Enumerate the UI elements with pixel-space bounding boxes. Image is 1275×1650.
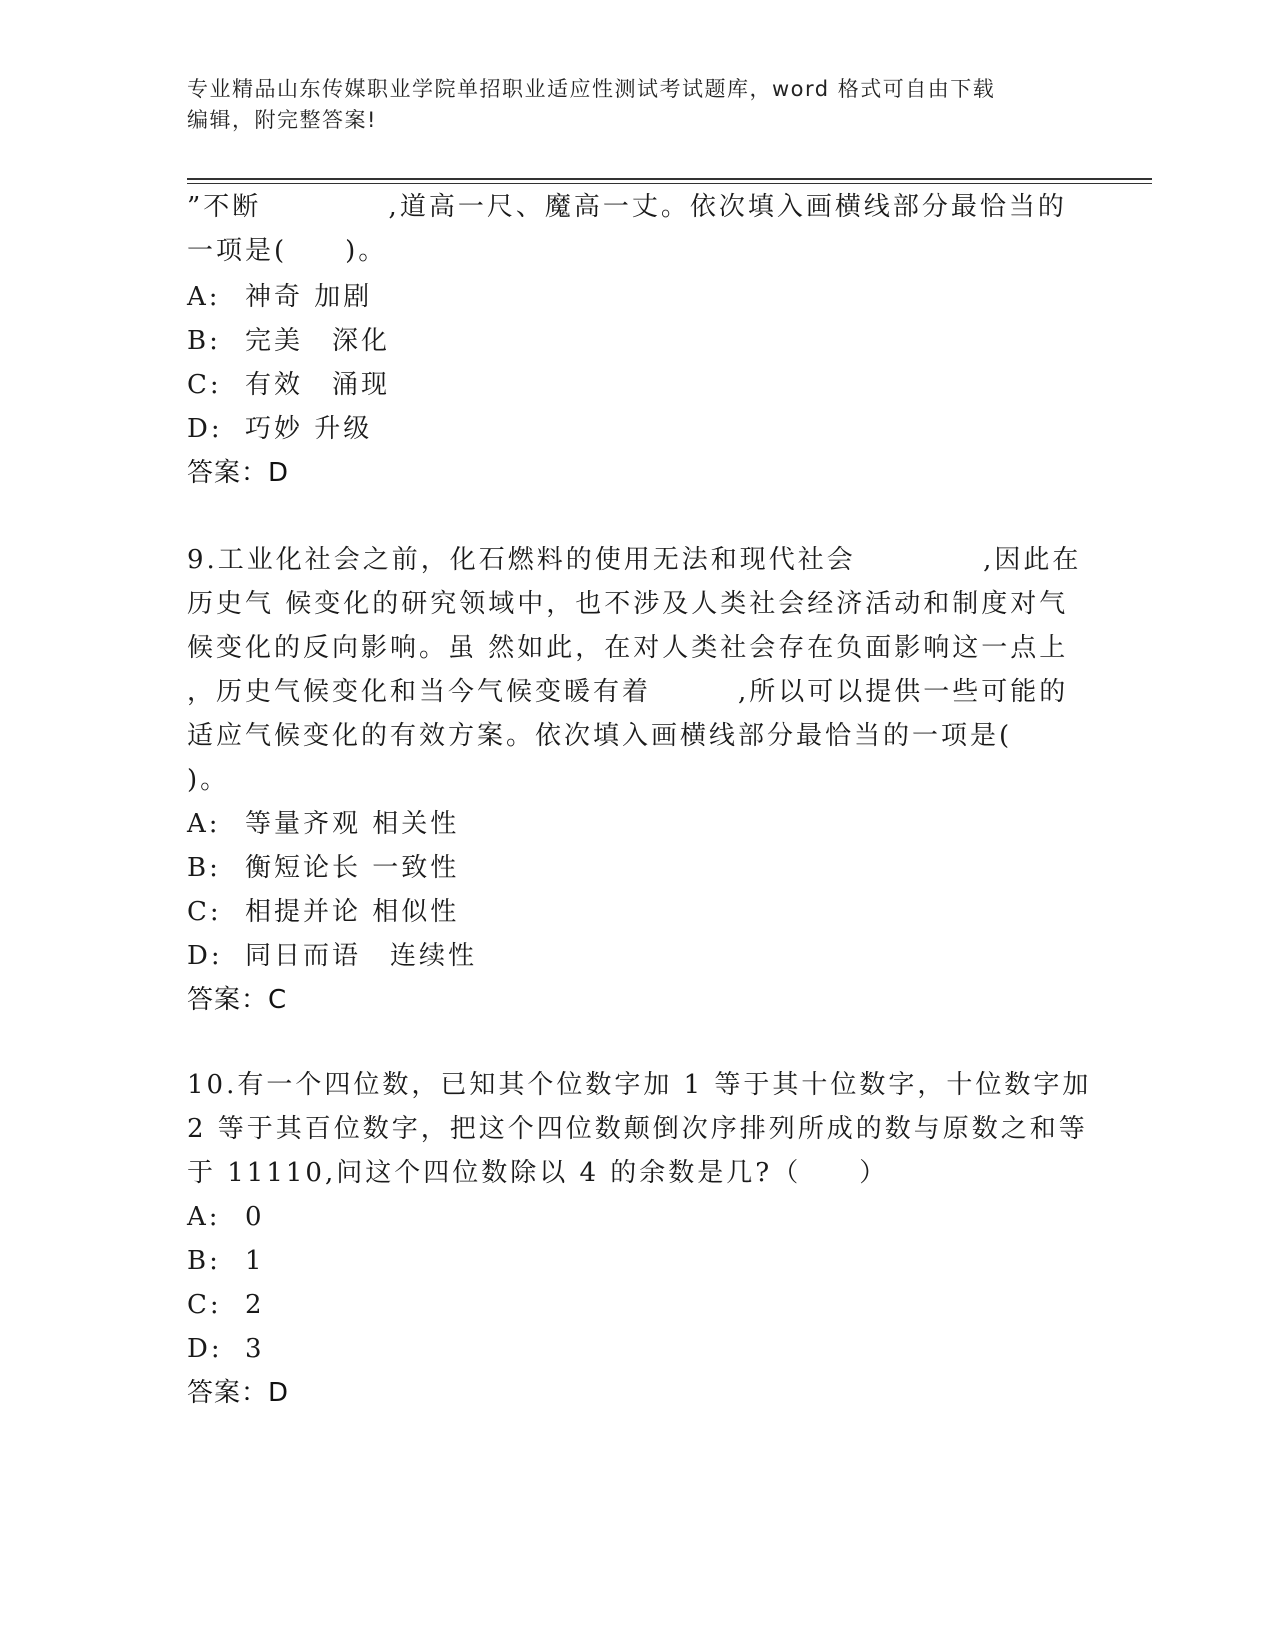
question-9-line-2: 历史气 候变化的研究领域中，也不涉及人类社会经济活动和制度对气 xyxy=(187,589,1069,619)
header-line-2: 编辑，附完整答案! xyxy=(187,108,377,132)
question-9-line-6: )。 xyxy=(187,765,230,795)
question-8-answer: 答案：D xyxy=(187,458,290,488)
question-10-option-b xyxy=(187,1244,265,1278)
option-text: 0 xyxy=(245,1202,265,1232)
option-key: B: xyxy=(187,326,221,356)
option-text: 衡短论长 一致性 xyxy=(245,853,460,883)
question-10-line-3: 于 11110,问这个四位数除以 4 的余数是几?（ ） xyxy=(187,1158,889,1188)
question-8-option-a xyxy=(187,280,372,314)
option-text: 完美 深化 xyxy=(245,326,391,356)
header-line-1: 专业精品山东传媒职业学院单招职业适应性测试考试题库，word 格式可自由下载 xyxy=(187,77,996,101)
question-9-line-5: 适应气候变化的有效方案。依次填入画横线部分最恰当的一项是( xyxy=(187,721,1013,751)
question-8-option-d xyxy=(187,412,372,446)
option-key: B: xyxy=(187,1246,221,1276)
question-10-option-d xyxy=(187,1332,265,1366)
option-key: C: xyxy=(187,897,222,927)
question-9-option-d xyxy=(187,939,477,973)
question-9-option-c xyxy=(187,895,459,929)
question-9-answer: 答案：C xyxy=(187,985,288,1015)
question-9-line-4: ，历史气候变化和当今气候变暖有着 ,所以可以提供一些可能的 xyxy=(187,677,1069,707)
option-key: C: xyxy=(187,1290,222,1320)
option-text: 同日而语 连续性 xyxy=(245,941,478,971)
option-text: 2 xyxy=(245,1290,265,1320)
option-key: A: xyxy=(187,282,221,312)
option-text: 相提并论 相似性 xyxy=(245,897,460,927)
question-9-line-1: 9.工业化社会之前，化石燃料的使用无法和现代社会 ,因此在 xyxy=(187,545,1082,575)
question-10-line-2: 2 等于其百位数字，把这个四位数颠倒次序排列所成的数与原数之和等 xyxy=(187,1114,1088,1144)
question-8-option-b xyxy=(187,324,390,358)
option-text: 3 xyxy=(245,1334,265,1364)
header-divider-thick xyxy=(187,178,1152,180)
question-10-option-c xyxy=(187,1288,265,1322)
option-text: 等量齐观 相关性 xyxy=(245,809,460,839)
option-key: B: xyxy=(187,853,221,883)
option-key: A: xyxy=(187,809,221,839)
question-10-line-1: 10.有一个四位数，已知其个位数字加 1 等于其十位数字，十位数字加 xyxy=(187,1070,1092,1100)
question-9-option-b xyxy=(187,851,459,885)
option-text: 巧妙 升级 xyxy=(245,414,373,444)
option-key: C: xyxy=(187,370,222,400)
question-9-option-a xyxy=(187,807,459,841)
option-key: D: xyxy=(187,414,223,444)
page-header xyxy=(187,74,1067,136)
option-text: 有效 涌现 xyxy=(245,370,391,400)
option-key: A: xyxy=(187,1202,221,1232)
option-key: D: xyxy=(187,1334,223,1364)
question-8-line-2: 一项是( )。 xyxy=(187,236,388,266)
question-8-option-c xyxy=(187,368,390,402)
question-10-answer: 答案：D xyxy=(187,1378,290,1408)
question-9-line-3: 候变化的反向影响。虽 然如此，在对人类社会存在负面影响这一点上 xyxy=(187,633,1069,663)
option-text: 神奇 加剧 xyxy=(245,282,373,312)
option-text: 1 xyxy=(245,1246,265,1276)
question-8-line-1: ”不断 ,道高一尺、魔高一丈。依次填入画横线部分最恰当的 xyxy=(187,192,1067,222)
question-10-option-a xyxy=(187,1200,265,1234)
option-key: D: xyxy=(187,941,223,971)
header-divider-thin xyxy=(187,183,1152,184)
